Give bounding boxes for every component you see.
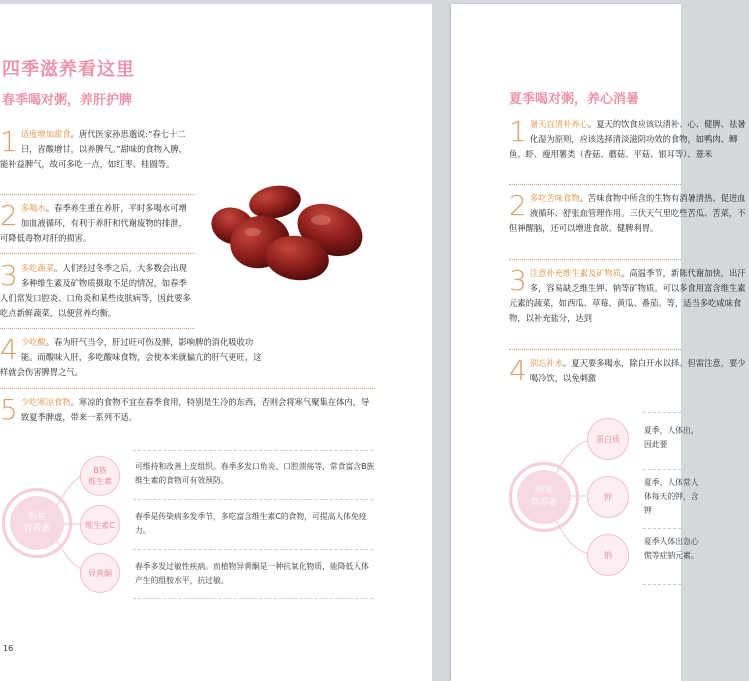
tip-number: 3 [509, 264, 527, 297]
tip-lead: 多吃蔬菜 [20, 263, 55, 273]
tip-number: 4 [0, 333, 18, 366]
left-page [0, 4, 432, 681]
right-page [451, 4, 746, 681]
nutrient-node-isoflavone: 异黄酮 [80, 553, 120, 593]
divider [643, 469, 681, 470]
tip-number: 4 [509, 354, 527, 387]
connector-lines [451, 4, 681, 681]
nutrient-text: 春季多发过敏性疾病。而植物异黄酮是一种抗氧化物质，能降低人体产生的组胺水平，抗过敏。 [135, 562, 369, 585]
tip-lead: 少吃寒凉食物 [20, 397, 71, 407]
tip-text: 。春为肝气当令，肝过旺可伤及脾，影响脾的消化吸收功能。而酸味入肝，多吃酸味食物，会使本来就偏亢的肝气更旺，这样就会伤害脾胃之气。 [0, 337, 262, 377]
nutrient-node-b-vitamins: B族 维生素 [80, 456, 120, 496]
divider [133, 450, 373, 451]
tip-number: 2 [0, 199, 18, 232]
tip-lead: 多吃苦味食物 [529, 193, 580, 203]
tip-text: 。春季养生重在养肝，平时多喝水可增加血液循环，有利于养肝和代谢废物的排泄，可降低毒物对肝的损害。 [0, 203, 187, 243]
tip-lead: 多喝水 [20, 203, 46, 213]
tip-lead: 少吃酸 [20, 337, 46, 347]
tip-text: 。夏天要多喝水，除白开水以择。但需注意，要少喝冷饮，以免刺激 [529, 358, 746, 383]
nutrient-node-potassium: 钾 [587, 476, 629, 518]
section-subtitle: 夏季喝对粥，养心消暑 [509, 92, 640, 107]
tip-lead: 暑天宜清补养心 [529, 119, 588, 129]
nutrient-node-protein: 蛋白质 [587, 418, 629, 460]
nutrient-text: 夏季，人体出，因此要 [644, 426, 699, 449]
tip-lead: 适度增加甜食 [20, 129, 71, 139]
nutrient-hub: 明星 营养素 [517, 470, 571, 524]
divider [643, 412, 681, 413]
tip-text: 。苦味食物中所含的生物有消暑清热、促进血液循环、舒张血管理作用。三伏天气里吃些苦瓜、苦菜，不但神醒脑，还可以增进食欲、健脾利胃。 [509, 193, 746, 233]
tip-number: 1 [0, 125, 18, 158]
nutrient-text: 春季是传染病多发季节，多吃富含维生素C的食物，可提高人体免疫力。 [135, 512, 367, 535]
nutrient-text: 夏季人体出急心慌等症钠元素。 [644, 537, 699, 560]
divider [643, 584, 681, 585]
page-title: 四季滋养看这里 [2, 59, 135, 80]
tip-lead: 别忘补水 [529, 358, 564, 368]
nutrient-node-sodium: 钠 [587, 534, 629, 576]
section-subtitle: 春季喝对粥，养肝护脾 [2, 93, 133, 108]
divider [133, 499, 373, 500]
tip-text: 。高温季节，新陈代谢加快，出汗多，容易缺乏维生钾、钠等矿物质。可以多食用富含维生素元素的蔬菜，如西瓜、草莓、黄瓜、番茄、等，适当多吃咸味食物，以补充盐分，达到 [509, 268, 746, 323]
tip-lead: 注意补充维生素及矿物质 [529, 268, 622, 278]
tip-text: 。唐代医家孙思邈说:“春七十二日，省酸增甘，以养脾气。”甜味的食物入脾，能补益脾气，故可多吃一点，如红枣、桂圆等。 [0, 129, 187, 169]
nutrient-hub: 明星 营养素 [10, 496, 64, 550]
tip-text: 。寒凉的食物不宜在春季食用，特别是生冷的东西，否则会将寒气聚集在体内，导致夏季脾虚，带来一系列不适。 [20, 397, 370, 422]
tip-text: 。夏天的饮食应该以清补、心、健脾、祛暑化湿为原则，应该选择清淡滋阴功效的食物，如鸭肉、鲫鱼、虾、瘦用薯类（香菇、蘑菇、平菇、银耳等）、薏米 [509, 119, 746, 159]
divider [133, 598, 373, 599]
tip-number: 2 [509, 189, 527, 222]
divider [133, 549, 373, 550]
tip-number: 3 [0, 259, 18, 292]
nutrient-text: 夏季，人体常人体每天的钾，含钾 [644, 478, 699, 515]
page-number: 16 [3, 644, 14, 653]
divider [643, 528, 681, 529]
tip-text: 。人们经过冬季之后，大多数会出现多种维生素及矿物质摄取不足的情况，如春季人们常发口腔炎、口角炎和某些皮肤病等，因此要多吃点新鲜蔬菜，以便营养均衡。 [0, 263, 191, 318]
nutrient-node-vitamin-c: 维生素C [80, 505, 120, 545]
tip-number: 5 [0, 393, 18, 426]
tip-number: 1 [509, 115, 527, 148]
nutrient-text: 可维持和改善上皮组织。春季多发口角炎、口腔溃疡等，常食富含B族维生素的食物可有效预防。 [135, 462, 375, 485]
